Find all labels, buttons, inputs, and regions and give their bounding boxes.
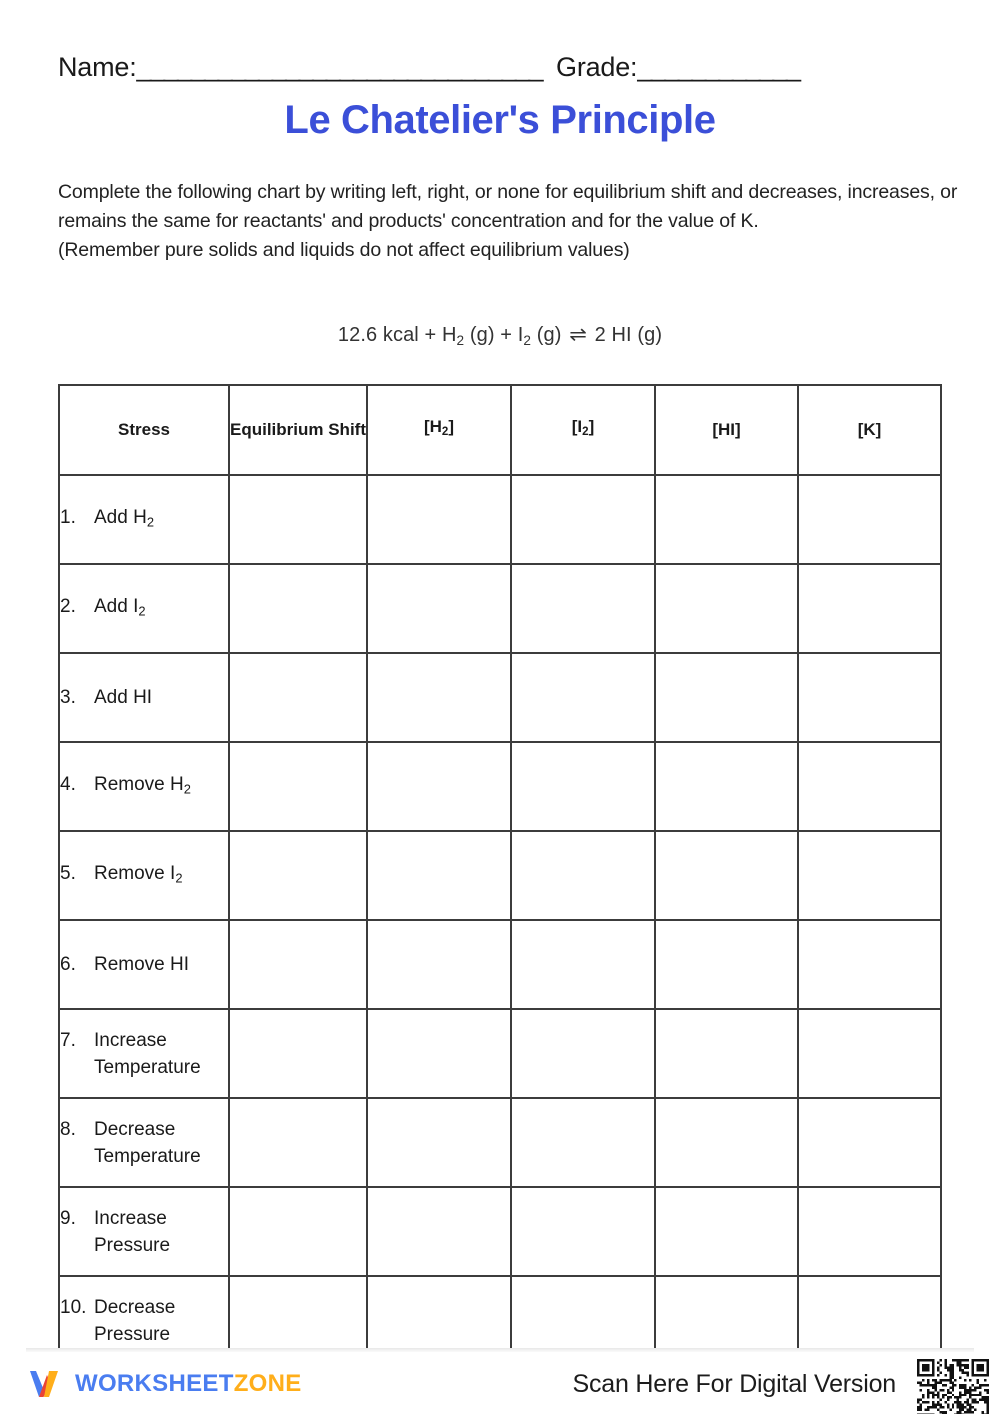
table-row — [59, 475, 941, 564]
stress-number: 3. — [60, 687, 76, 708]
logo-word-worksheet: WORKSHEET — [75, 1370, 234, 1397]
column-header-k — [798, 385, 941, 475]
answer-cell[interactable] — [511, 920, 655, 1009]
stress-text: Add $I_2$ — [94, 595, 146, 619]
table-row — [59, 1187, 941, 1276]
grade-blank-rule: ____________ — [637, 52, 800, 82]
logo-word-zone: ZONE — [233, 1370, 302, 1397]
table-row — [59, 564, 941, 653]
stress-number: 2. — [60, 595, 76, 617]
stress-cell — [59, 475, 229, 564]
name-grade-line — [58, 52, 942, 83]
answer-cell[interactable] — [367, 475, 511, 564]
equation-reactant-1: $H_2$ — [441, 324, 465, 348]
stress-label — [60, 684, 228, 711]
stress-subscript: 2 — [138, 603, 146, 619]
answer-cell[interactable] — [655, 653, 798, 742]
stress-number: 6. — [60, 954, 76, 975]
answer-cell[interactable] — [655, 1187, 798, 1276]
answer-cell[interactable] — [798, 831, 941, 920]
answer-cell[interactable] — [511, 831, 655, 920]
answer-cell[interactable] — [655, 564, 798, 653]
stress-text: Decrease Pressure — [94, 1296, 176, 1345]
instructions-block — [58, 178, 958, 265]
table-row — [59, 920, 941, 1009]
scan-here-text: Scan Here For Digital Version — [572, 1370, 896, 1398]
answer-cell[interactable] — [367, 1098, 511, 1187]
stress-subscript: 2 — [183, 781, 191, 797]
equation-plus-2: + — [500, 324, 513, 346]
answer-cell[interactable] — [511, 1098, 655, 1187]
instructions-line-2: (Remember pure solids and liquids do not affect equilibrium values) — [58, 239, 630, 261]
answer-cell[interactable] — [655, 742, 798, 831]
stress-text: Increase Temperature — [94, 1029, 201, 1078]
stress-cell — [59, 564, 229, 653]
equation-product: HI — [611, 324, 632, 346]
table-row — [59, 1009, 941, 1098]
answer-cell[interactable] — [511, 1009, 655, 1098]
stress-cell — [59, 831, 229, 920]
answer-cell[interactable] — [798, 742, 941, 831]
name-label: Name: — [58, 52, 137, 82]
answer-cell[interactable] — [798, 1098, 941, 1187]
stress-number: 8. — [60, 1118, 76, 1140]
stress-text: Increase Pressure — [94, 1207, 171, 1256]
page-title: Le Chatelier's Principle — [284, 98, 716, 142]
stress-label — [60, 1027, 228, 1081]
answer-cell[interactable] — [229, 1187, 367, 1276]
answer-cell[interactable] — [367, 1009, 511, 1098]
answer-cell[interactable] — [655, 1098, 798, 1187]
instructions-line-1: Complete the following chart by writing left, right, or none for equilibrium shift and decreases, increases, or remains the same for reactants' and products' concentration and for the value of K. — [58, 181, 958, 232]
answer-cell[interactable] — [511, 564, 655, 653]
stress-text: Decrease Temperature — [94, 1118, 201, 1167]
answer-cell[interactable] — [229, 1098, 367, 1187]
stress-subscript: 2 — [146, 514, 154, 530]
answer-cell[interactable] — [511, 1187, 655, 1276]
answer-cell[interactable] — [798, 653, 941, 742]
stress-text: Add HI — [94, 687, 153, 708]
answer-cell[interactable] — [367, 564, 511, 653]
stress-label — [60, 1116, 228, 1170]
stress-cell — [59, 1098, 229, 1187]
answer-cell[interactable] — [367, 1187, 511, 1276]
stress-number: 9. — [60, 1207, 76, 1229]
answer-cell[interactable] — [367, 742, 511, 831]
stress-text: Remove HI — [94, 954, 190, 975]
answer-cell[interactable] — [655, 831, 798, 920]
stress-text: Remove $H_2$ — [94, 773, 191, 797]
answer-cell[interactable] — [798, 564, 941, 653]
header-text: [I — [571, 417, 583, 437]
stress-cell — [59, 1187, 229, 1276]
worksheet-table-wrapper — [58, 384, 940, 1366]
answer-cell[interactable] — [798, 1187, 941, 1276]
equation-product-state: (g) — [637, 324, 663, 346]
le-chatelier-table — [58, 384, 942, 1366]
answer-cell[interactable] — [367, 653, 511, 742]
name-blank-rule: ______________________________ — [136, 52, 543, 82]
equation-reactant-2-state: (g) — [536, 324, 562, 346]
answer-cell[interactable] — [511, 653, 655, 742]
stress-label — [60, 1294, 228, 1348]
answer-cell[interactable] — [229, 920, 367, 1009]
answer-cell[interactable] — [229, 831, 367, 920]
answer-cell[interactable] — [655, 475, 798, 564]
header-text: [K] — [857, 420, 882, 439]
equation-reactant-2: $I_2$ — [517, 324, 532, 348]
answer-cell[interactable] — [798, 1009, 941, 1098]
answer-cell[interactable] — [655, 1009, 798, 1098]
table-row — [59, 653, 941, 742]
header-subscript: 2 — [441, 426, 449, 439]
equilibrium-arrow-icon: ⇌ — [569, 323, 587, 346]
stress-text: Remove $I_2$ — [94, 862, 183, 886]
answer-cell[interactable] — [229, 1009, 367, 1098]
header-subscript: 2 — [582, 426, 589, 439]
table-row — [59, 831, 941, 920]
equation-plus-1: + — [424, 324, 437, 346]
column-header-i2 — [511, 385, 655, 475]
table-row — [59, 1098, 941, 1187]
stress-cell — [59, 653, 229, 742]
stress-number: 5. — [60, 862, 76, 884]
qr-code[interactable] — [914, 1356, 992, 1414]
table-body — [59, 475, 941, 1365]
chemical-equation — [0, 322, 1000, 348]
column-header-hi — [655, 385, 798, 475]
stress-subscript: 2 — [175, 870, 183, 886]
stress-cell — [59, 742, 229, 831]
column-header-h2 — [367, 385, 511, 475]
logo-w-mark-icon — [24, 1364, 64, 1404]
qr-code-icon — [917, 1359, 989, 1414]
stress-label — [60, 504, 228, 536]
stress-number: 10. — [60, 1296, 87, 1318]
stress-number: 7. — [60, 1029, 76, 1051]
stress-label — [60, 593, 228, 625]
page-footer — [0, 1352, 1000, 1414]
answer-cell[interactable] — [655, 920, 798, 1009]
grade-label: Grade: — [556, 52, 638, 82]
equation-reactant-1-state: (g) — [469, 324, 495, 346]
equation-coefficient: 2 — [594, 324, 606, 346]
stress-text: Add $H_2$ — [94, 506, 154, 530]
worksheet-zone-logo[interactable] — [24, 1364, 302, 1404]
header-text: Stress — [118, 420, 170, 439]
stress-label — [60, 1205, 228, 1259]
stress-label — [60, 860, 228, 892]
answer-cell[interactable] — [798, 920, 941, 1009]
equation-energy: 12.6 kcal — [337, 324, 419, 346]
stress-number: 4. — [60, 773, 76, 795]
answer-cell[interactable] — [229, 475, 367, 564]
stress-cell — [59, 1009, 229, 1098]
header-tail: ] — [448, 417, 455, 437]
stress-cell — [59, 920, 229, 1009]
stress-label — [60, 951, 228, 978]
column-header-equilibrium-shift — [229, 385, 367, 475]
header-text: Equilibrium Shift — [230, 420, 366, 439]
answer-cell[interactable] — [798, 475, 941, 564]
answer-cell[interactable] — [229, 653, 367, 742]
header-text: [H — [423, 417, 442, 437]
stress-label — [60, 771, 228, 803]
column-header-stress — [59, 385, 229, 475]
answer-cell[interactable] — [367, 831, 511, 920]
answer-cell[interactable] — [229, 564, 367, 653]
stress-number: 1. — [60, 506, 76, 528]
table-row — [59, 742, 941, 831]
answer-cell[interactable] — [229, 742, 367, 831]
table-header-row — [59, 385, 941, 475]
logo-wordmark — [75, 1370, 302, 1398]
answer-cell[interactable] — [511, 475, 655, 564]
answer-cell[interactable] — [511, 742, 655, 831]
header-text: [HI] — [712, 420, 741, 439]
header-tail: ] — [588, 417, 595, 437]
answer-cell[interactable] — [367, 920, 511, 1009]
